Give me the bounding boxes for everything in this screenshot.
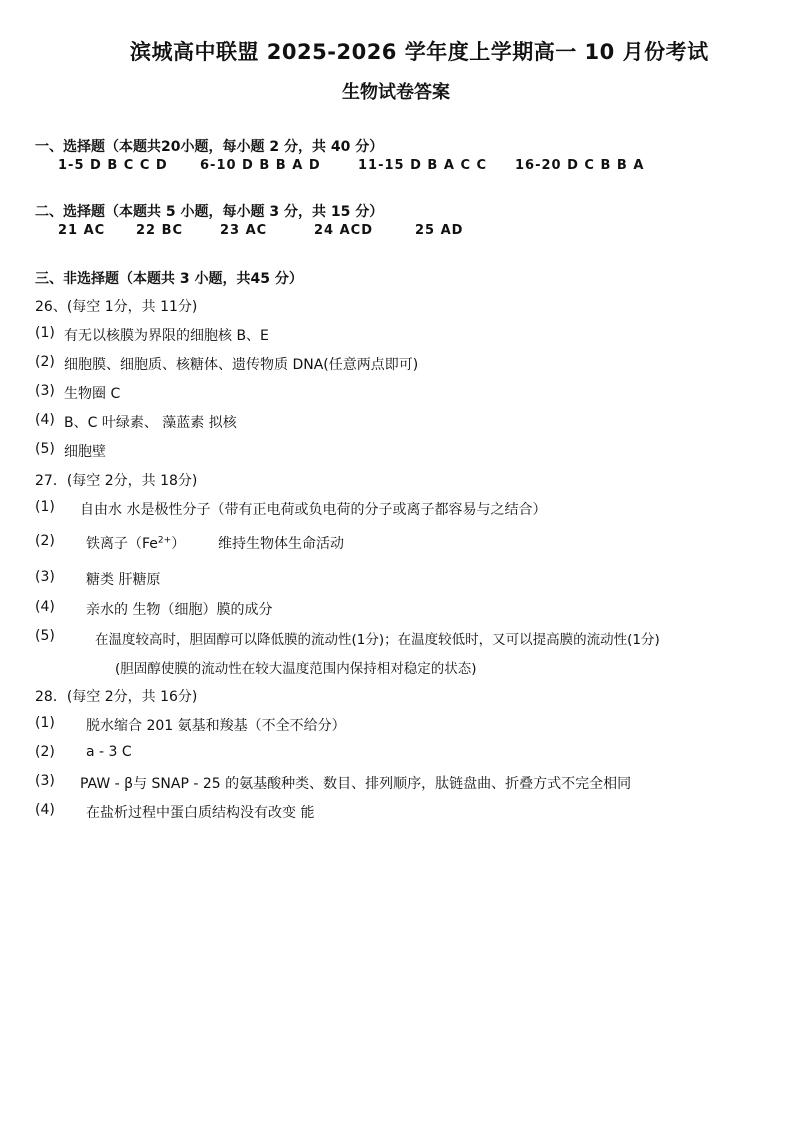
item-number: (2) xyxy=(35,354,55,370)
item-number: (1) xyxy=(35,499,55,515)
page-subtitle: 生物试卷答案 xyxy=(342,82,450,103)
question-28-head: 28．(每空 2分，共 16分) xyxy=(35,689,198,705)
item-answer: 亲水的 生物（细胞）膜的成分 xyxy=(86,602,273,618)
answer-item: 22 BC xyxy=(136,223,184,238)
section2-heading: 二、选择题（本题共 5 小题，每小题 3 分，共 15 分） xyxy=(35,204,384,220)
item-answer: 在盐析过程中蛋白质结构没有改变 能 xyxy=(86,805,315,821)
answer-item: 25 AD xyxy=(415,223,464,238)
item-number: (3) xyxy=(35,773,55,789)
iron-ion-text: 铁离子（Fe xyxy=(86,536,158,552)
question-27-head: 27．(每空 2分，共 18分) xyxy=(35,473,198,489)
page-title: 滨城高中联盟 2025-2026 学年度上学期高一 10 月份考试 xyxy=(130,40,709,64)
item-number: (2) xyxy=(35,533,55,549)
item-answer: 在温度较高时，胆固醇可以降低膜的流动性(1分)；在温度较低时，又可以提高膜的流动性(1分) xyxy=(95,632,660,648)
section3-heading: 三、非选择题（本题共 3 小题，共45 分） xyxy=(35,271,303,287)
iron-ion-close: ） xyxy=(171,536,186,552)
item-answer: 脱水缩合 201 氨基和羧基（不全不给分） xyxy=(86,718,346,734)
item-number: (4) xyxy=(35,412,55,428)
item-answer-continued: (胆固醇使膜的流动性在较大温度范围内保持相对稳定的状态) xyxy=(115,661,477,677)
answer-group: 6-10 D B B A D xyxy=(200,158,321,173)
item-number: (4) xyxy=(35,599,55,615)
item-answer xyxy=(86,533,185,553)
item-number: (2) xyxy=(35,744,55,760)
item-answer: a - 3 C xyxy=(86,744,132,760)
item-answer: 维持生物体生命活动 xyxy=(218,536,344,552)
item-answer: 细胞壁 xyxy=(64,444,106,460)
charge-superscript: 2+ xyxy=(157,535,172,546)
item-answer: 自由水 水是极性分子（带有正电荷或负电荷的分子或离子都容易与之结合） xyxy=(80,502,547,518)
question-26-head: 26、(每空 1分，共 11分) xyxy=(35,299,198,315)
item-number: (5) xyxy=(35,441,55,457)
item-number: (1) xyxy=(35,325,55,341)
item-number: (1) xyxy=(35,715,55,731)
answer-item: 24 ACD xyxy=(314,223,374,238)
item-answer: 有无以核膜为界限的细胞核 B、E xyxy=(64,328,269,344)
answer-item: 21 AC xyxy=(58,223,106,238)
item-number: (5) xyxy=(35,628,55,644)
answer-item: 23 AC xyxy=(220,223,268,238)
item-answer: B、C 叶绿素、 藻蓝素 拟核 xyxy=(64,415,237,431)
answer-group: 11-15 D B A C C xyxy=(358,158,488,173)
item-number: (3) xyxy=(35,383,55,399)
section1-heading: 一、选择题（本题共20小题，每小题 2 分，共 40 分） xyxy=(35,139,384,155)
answer-group: 1-5 D B C C D xyxy=(58,158,168,173)
item-answer: 细胞膜、细胞质、核糖体、遗传物质 DNA(任意两点即可) xyxy=(64,357,419,373)
item-answer: 生物圈 C xyxy=(64,386,121,402)
item-answer: PAW - β与 SNAP - 25 的氨基酸种类、数目、排列顺序，肽链盘曲、折叠方式不完全相同 xyxy=(80,776,632,792)
item-answer: 糖类 肝糖原 xyxy=(86,572,161,588)
answer-group: 16-20 D C B B A xyxy=(515,158,645,173)
item-number: (4) xyxy=(35,802,55,818)
item-number: (3) xyxy=(35,569,55,585)
